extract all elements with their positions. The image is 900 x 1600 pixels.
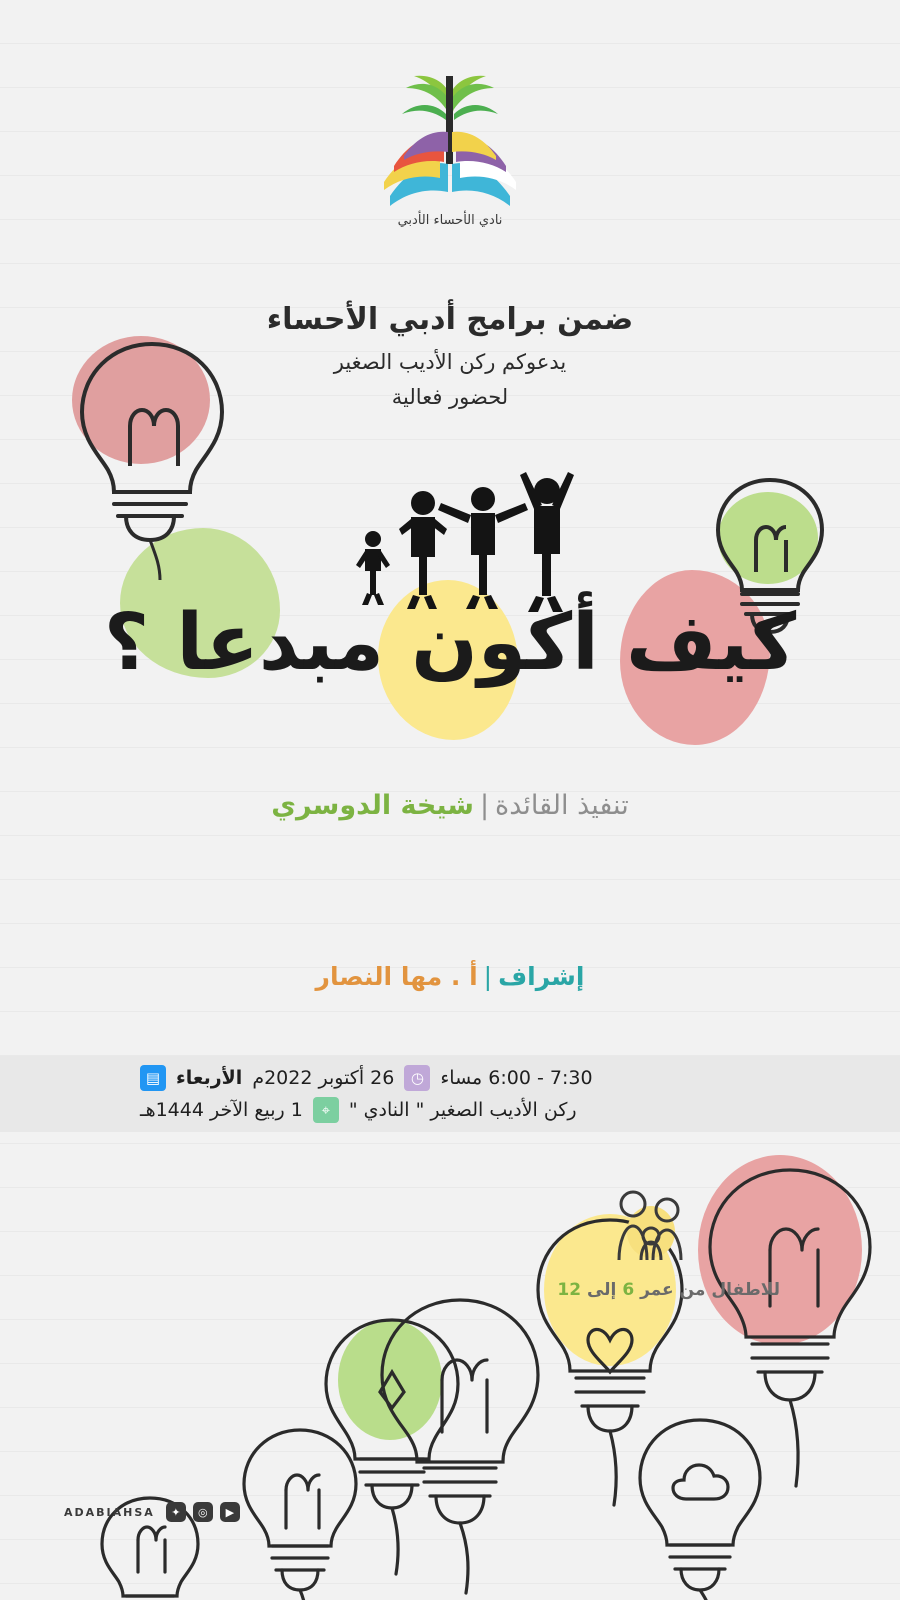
twitter-icon[interactable]: ✦: [166, 1502, 186, 1522]
presenter-role: تنفيذ القائدة: [495, 790, 629, 821]
social-handle: ADABIAHSA: [64, 1505, 155, 1519]
age-middle: إلى: [586, 1280, 617, 1300]
palm-book-logo-icon: [360, 46, 540, 211]
presenter-line: [0, 790, 900, 821]
clock-icon: ◷: [404, 1065, 430, 1091]
club-logo: [355, 46, 545, 236]
bulb-outline-top-left: [60, 330, 240, 580]
presenter-name: شيخة الدوسري: [271, 790, 474, 821]
info-date-gregorian: 26 أكتوبر 2022م: [252, 1067, 395, 1089]
logo-caption: نادي الأحساء الأدبي: [397, 213, 503, 228]
age-prefix: للاطفال من عمر: [640, 1280, 780, 1300]
info-row-location: [140, 1097, 760, 1123]
info-day: الأربعاء: [176, 1067, 243, 1089]
youtube-icon[interactable]: ▶: [220, 1502, 240, 1522]
presenter-separator: |: [479, 790, 490, 821]
header-line-3: لحضور فعالية: [391, 385, 509, 409]
info-rows: [0, 1056, 900, 1132]
event-title: كيف أكون مبدعا ؟: [103, 598, 797, 688]
bulb-cluster-bottom: [0, 1130, 900, 1600]
age-note: [557, 1280, 780, 1300]
supervisor-separator: |: [483, 962, 493, 991]
age-from: 6: [622, 1280, 635, 1300]
children-silhouette: [345, 455, 595, 615]
instagram-icon[interactable]: ◎: [193, 1502, 213, 1522]
age-to: 12: [557, 1280, 582, 1300]
header-line-2: يدعوكم ركن الأديب الصغير: [333, 349, 567, 374]
info-row-date-time: [140, 1065, 760, 1091]
supervisor-name: أ . مها النصار: [315, 962, 478, 991]
info-location: ركن الأديب الصغير " النادي ": [348, 1099, 577, 1121]
calendar-icon: ▤: [140, 1065, 166, 1091]
supervisor-label: إشراف: [498, 962, 585, 991]
family-icon: [605, 1182, 725, 1272]
info-date-hijri: 1 ربيع الآخر 1444هـ: [140, 1099, 303, 1121]
header-line-1: ضمن برامج أدبي الأحساء: [266, 302, 634, 337]
social-bar[interactable]: [64, 1502, 240, 1522]
location-pin-icon: ⌖: [313, 1097, 339, 1123]
info-time: 7:30 - 6:00 مساء: [440, 1067, 593, 1089]
supervisor-line: [0, 962, 900, 991]
